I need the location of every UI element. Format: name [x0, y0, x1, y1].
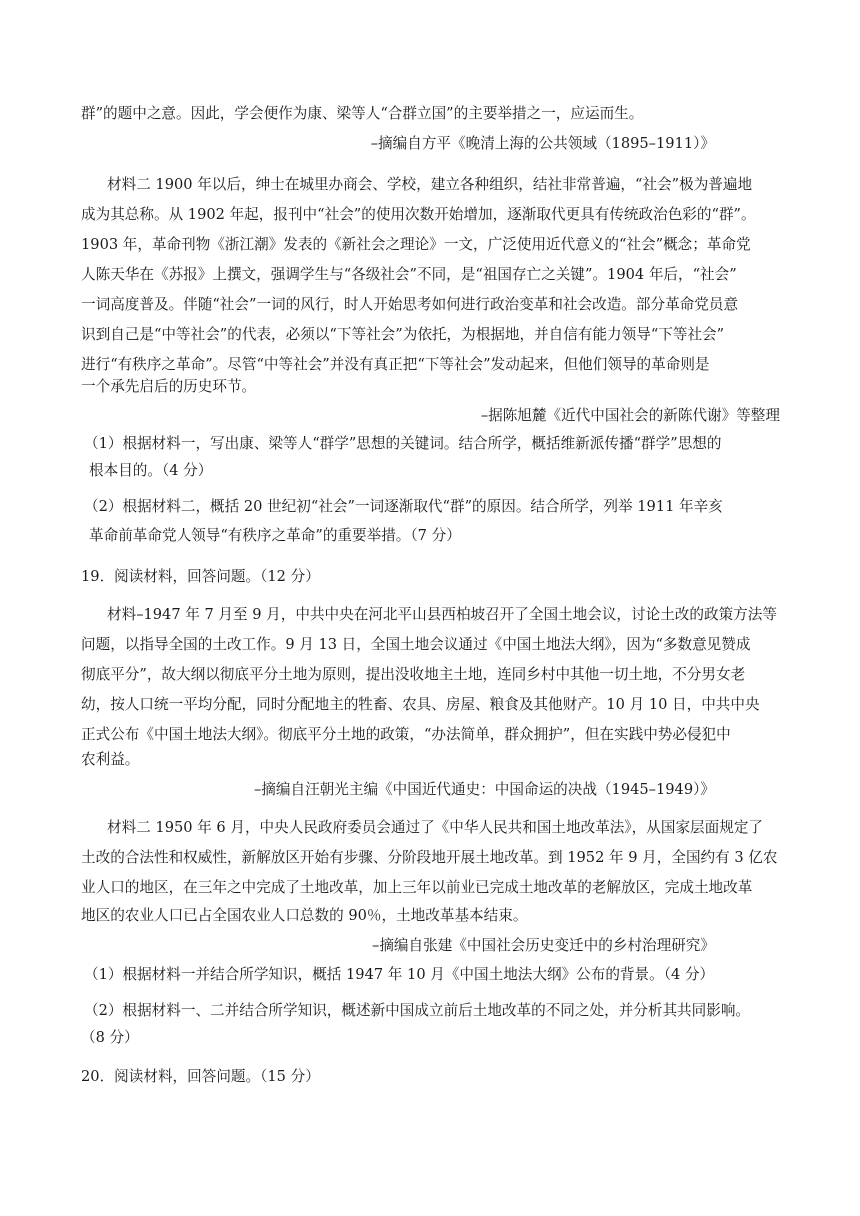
q19-heading: 19．阅读材料，回答问题。（12 分）	[81, 568, 320, 585]
q19-material1-line: 彻底平分”，故大纲以彻底平分土地为原则，提出没收地主土地，连同乡村中其他一切土地，不分男女老	[81, 666, 746, 683]
q18-material2-line: 一词高度普及。伴随“社会”一词的风行，时人开始思考如何进行政治变革和社会改造。部分革命党员意	[81, 296, 739, 313]
q19-source-1: –摘编自汪朝光主编《中国近代通史：中国命运的决战（1945–1949）》	[253, 781, 715, 798]
q19-material2-line: 材料二 1950 年 6 月，中央人民政府委员会通过了《中华人民共和国土地改革法》，从国家层面规定了	[107, 819, 764, 836]
q19-material1-line: 幼，按人口统一平均分配，同时分配地主的牲畜、农具、房屋、粮食及其他财产。10 月 10 日，中共中央	[81, 696, 760, 713]
q18-material2-line: 人陈天华在《苏报》上撰文，强调学生与“各级社会”不同，是“祖国存亡之关键”。1904 年后，“社会”	[81, 266, 737, 283]
q19-material2-line: 土改的合法性和权威性，新解放区开始有步骤、分阶段地开展土地改革。到 1952 年 9 月，全国约有 3 亿农	[81, 849, 778, 866]
q18-source-1: –摘编自方平《晚清上海的公共领域（1895–1911）》	[370, 135, 715, 152]
q20-heading: 20．阅读材料，回答问题。（15 分）	[81, 1068, 320, 1085]
q19-subquestion-1: （1）根据材料一并结合所学知识，概括 1947 年 10 月《中国土地法大纲》公布的背景。（4 分）	[84, 966, 715, 983]
q19-material1-line: 材料–1947 年 7 月至 9 月，中共中央在河北平山县西柏坡召开了全国土地会议，讨论土改的政策方法等	[107, 606, 777, 623]
q18-subquestion-1-cont: 根本目的。（4 分）	[89, 462, 213, 479]
q19-source-2: –摘编自张建《中国社会历史变迁中的乡村治理研究》	[372, 937, 715, 954]
q19-subquestion-2-cont: （8 分）	[81, 1029, 139, 1046]
q18-material2-line: 一个承先启后的历史环节。	[81, 378, 257, 395]
q19-material2-line: 业人口的地区，在三年之中完成了土地改革，加上三年以前业已完成土地改革的老解放区，完成土地改革	[81, 879, 753, 896]
q18-subquestion-2: （2）根据材料二，概括 20 世纪初“社会”一词逐渐取代“群”的原因。结合所学，列举 1911 年辛亥	[84, 498, 723, 515]
q18-material2-line: 识到自己是“中等社会”的代表，必须以“下等社会”为依托，为根据地，并自信有能力领导“下等社会”	[81, 326, 725, 343]
q19-material1-line: 正式公布《中国土地法大纲》。彻底平分土地的政策，“办法简单，群众拥护”，但在实践中势必侵犯中	[81, 726, 731, 743]
q19-material2-line: 地区的农业人口已占全国农业人口总数的 90％，土地改革基本结束。	[81, 907, 528, 924]
q19-material1-line: 农利益。	[81, 751, 140, 768]
q18-subquestion-2-cont: 革命前革命党人领导“有秩序之革命”的重要举措。（7 分）	[89, 527, 461, 544]
q18-material2-line: 材料二 1900 年以后，绅士在城里办商会、学校，建立各种组织，结社非常普遍，“社会”极为普遍地	[107, 176, 753, 193]
q18-material2-line: 1903 年，革命刊物《浙江潮》发表的《新社会之理论》一文，广泛使用近代意义的“社会”概念；革命党	[81, 236, 751, 253]
q19-subquestion-2: （2）根据材料一、二并结合所学知识，概述新中国成立前后土地改革的不同之处，并分析其共同影响。	[84, 1002, 751, 1019]
q18-material2-line: 成为其总称。从 1902 年起，报刊中“社会”的使用次数开始增加，逐渐取代更具有传统政治色彩的“群”。	[81, 206, 756, 223]
q18-source-2: –据陈旭麓《近代中国社会的新陈代谢》等整理	[480, 407, 780, 424]
q18-material2-line: 进行“有秩序之革命”。尽管“中等社会”并没有真正把“下等社会”发动起来，但他们领导的革命则是	[81, 356, 710, 373]
q19-material1-line: 问题，以指导全国的土改工作。9 月 13 日，全国土地会议通过《中国土地法大纲》，因为“多数意见赞成	[81, 636, 751, 653]
continuation-line: 群”的题中之意。因此，学会便作为康、梁等人“合群立国”的主要举措之一，应运而生。	[81, 105, 644, 122]
q18-subquestion-1: （1）根据材料一，写出康、梁等人“群学”思想的关键词。结合所学，概括维新派传播“群学”思想的	[84, 435, 722, 452]
